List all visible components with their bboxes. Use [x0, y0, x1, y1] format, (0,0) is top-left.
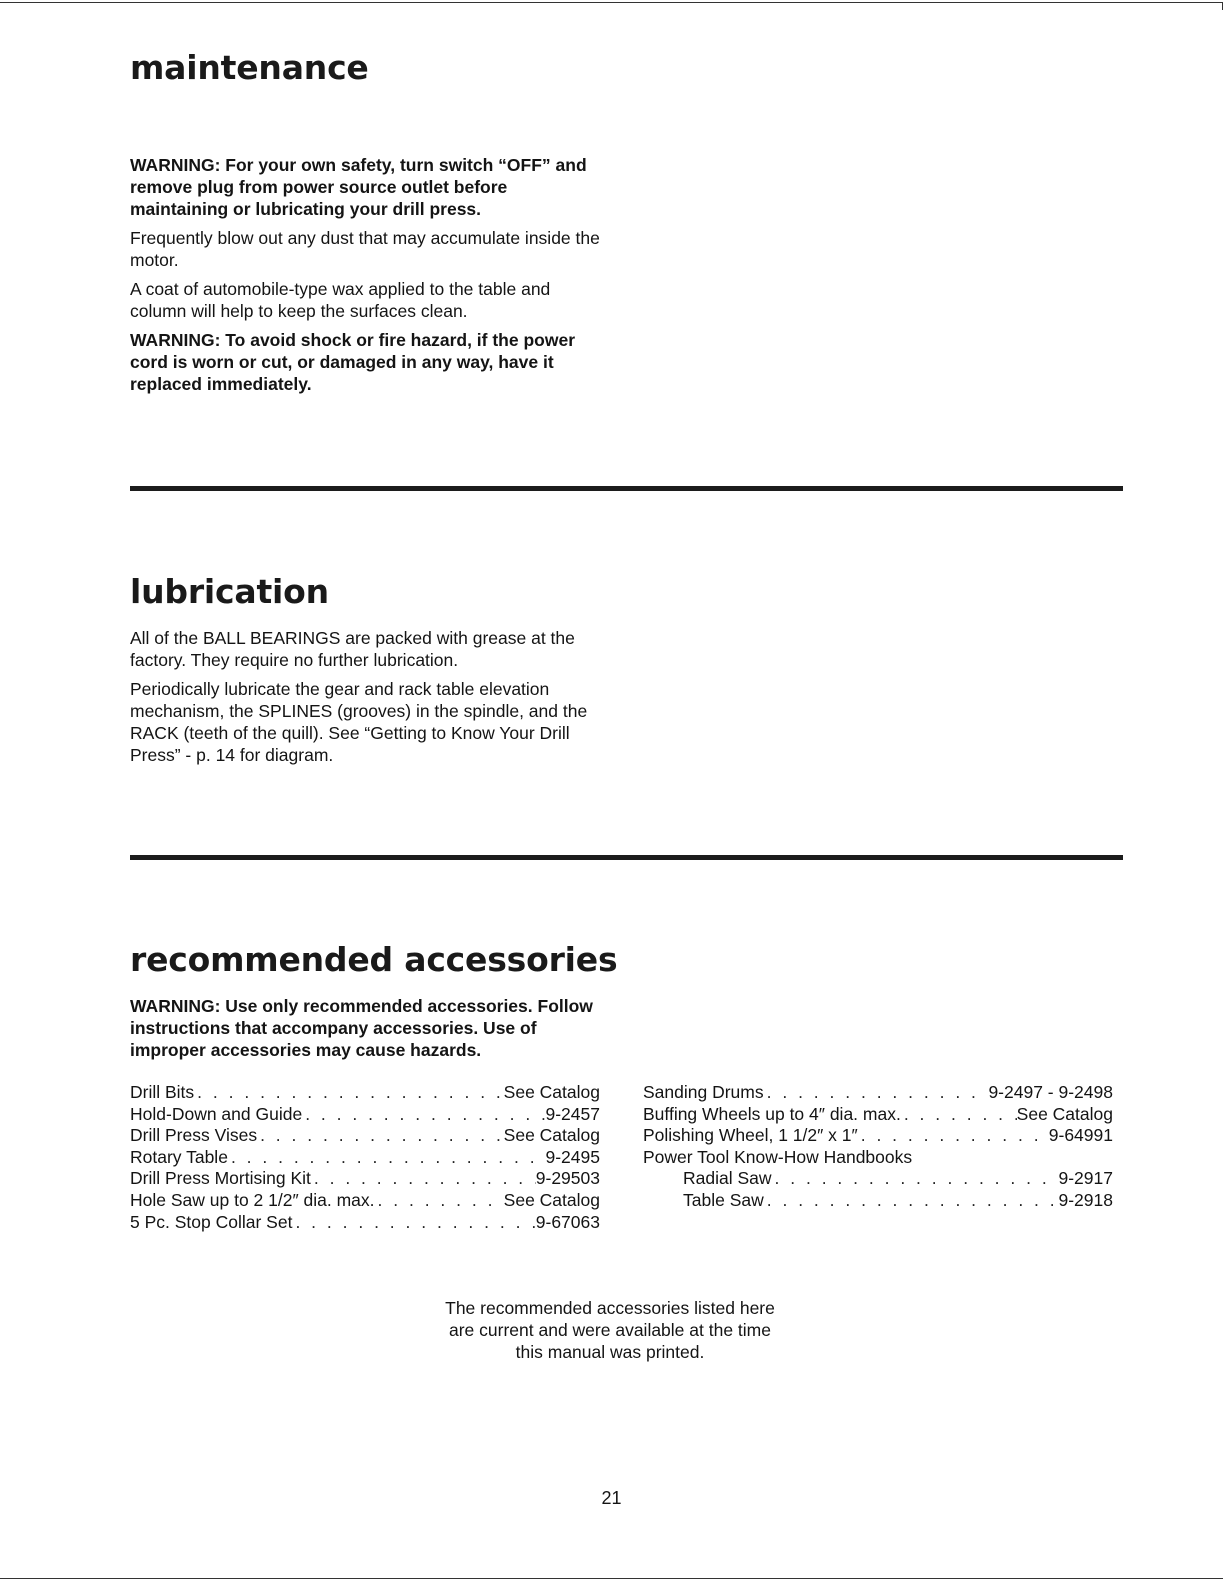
footnote-line: this manual was printed.: [515, 1342, 705, 1362]
list-item: Rotary Table . . . 9-2495: [130, 1147, 600, 1169]
maintenance-heading: maintenance: [130, 48, 369, 87]
page-bottom-edge: [0, 1578, 1223, 1579]
maintenance-warning-power: WARNING: For your own safety, turn switch “OFF” and remove plug from power source outlet before maintaining or lubricating your drill press.: [130, 155, 587, 219]
list-item: Polishing Wheel, 1 1/2″ x 1″ . . . 9-64991: [643, 1125, 1113, 1147]
accessories-list-right: [643, 1082, 1113, 1212]
page-top-edge: [0, 2, 1223, 3]
list-item: Hold-Down and Guide . . . 9-2457: [130, 1104, 600, 1126]
accessories-list-left: [130, 1082, 600, 1233]
handbooks-heading: Power Tool Know-How Handbooks: [643, 1146, 913, 1167]
page-number: 21: [601, 1488, 622, 1508]
list-item: Hole Saw up to 2 1/2″ dia. max. . . . See Catalog: [130, 1190, 600, 1212]
accessories-warning: WARNING: Use only recommended accessories. Follow instructions that accompany accessories. Use of improper accessories may cause hazards.: [130, 996, 593, 1060]
list-item: Buffing Wheels up to 4″ dia. max. . . . See Catalog: [643, 1104, 1113, 1126]
accessories-footnote: [370, 1297, 850, 1363]
lubrication-bearings-paragraph: All of the BALL BEARINGS are packed with grease at the factory. They require no further lubrication.: [130, 628, 575, 670]
section-divider-2: [130, 855, 1123, 860]
maintenance-dust-paragraph: Frequently blow out any dust that may accumulate inside the motor.: [130, 228, 600, 270]
lubrication-section: [130, 627, 605, 773]
accessories-heading: recommended accessories: [130, 940, 618, 979]
footnote-line: are current and were available at the time: [449, 1320, 771, 1340]
maintenance-wax-paragraph: A coat of automobile-type wax applied to the table and column will help to keep the surfaces clean.: [130, 279, 551, 321]
list-item: Sanding Drums . . . 9-2497 - 9-2498: [643, 1082, 1113, 1104]
list-item: Drill Bits . . . See Catalog: [130, 1082, 600, 1104]
maintenance-warning-cord: WARNING: To avoid shock or fire hazard, if the power cord is worn or cut, or damaged in any way, have it replaced immediately.: [130, 330, 576, 394]
list-item: Radial Saw . . . 9-2917: [643, 1168, 1113, 1190]
list-item: Drill Press Mortising Kit . . . 9-29503: [130, 1168, 600, 1190]
maintenance-section: [130, 154, 605, 402]
list-item: 5 Pc. Stop Collar Set . . . 9-67063: [130, 1212, 600, 1234]
list-item: Table Saw . . . 9-2918: [643, 1190, 1113, 1212]
footnote-line: The recommended accessories listed here: [445, 1298, 775, 1318]
section-divider-1: [130, 486, 1123, 491]
lubrication-heading: lubrication: [130, 572, 329, 611]
accessories-warning-block: [130, 995, 605, 1068]
lubrication-periodic-paragraph: Periodically lubricate the gear and rack table elevation mechanism, the SPLINES (grooves) in the spindle, and the RACK (teeth of the quill). See “Getting to Know Your Drill Press” - p. 14 for diagram.: [130, 679, 588, 765]
list-item: Drill Press Vises . . . See Catalog: [130, 1125, 600, 1147]
